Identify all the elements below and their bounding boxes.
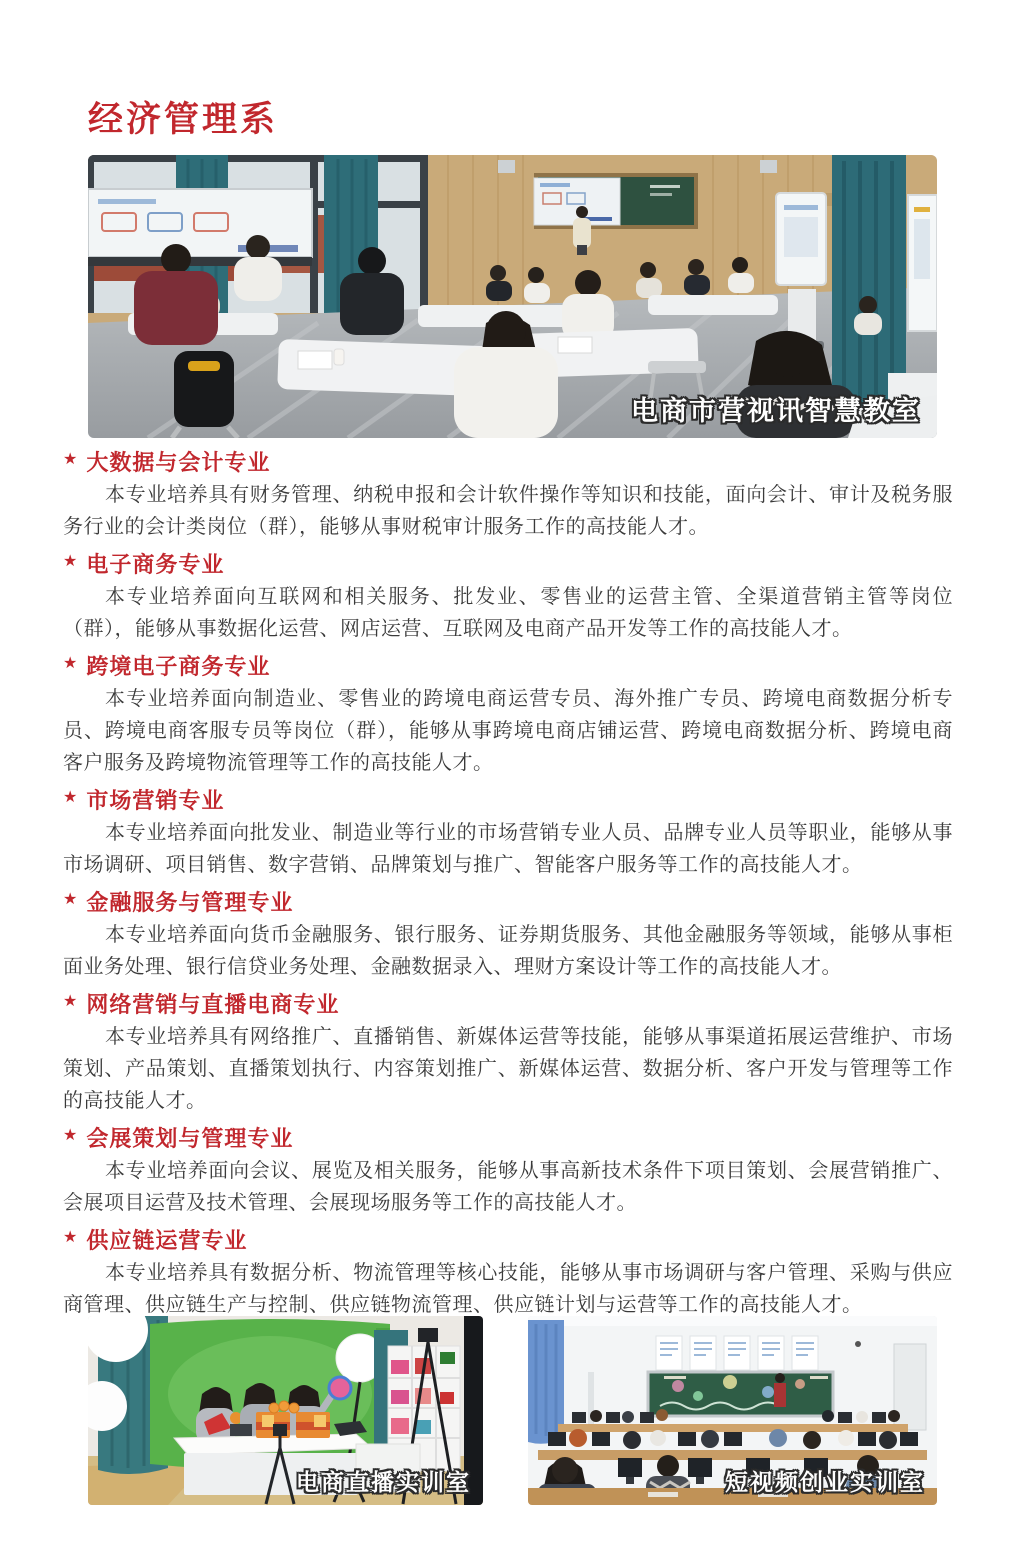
major-section xyxy=(63,786,953,881)
major-section xyxy=(63,652,953,779)
lab-chalkboard xyxy=(648,1372,833,1416)
major-title: 跨境电子商务专业 xyxy=(86,653,271,679)
major-title-row xyxy=(63,448,953,474)
major-title: 金融服务与管理专业 xyxy=(86,889,294,915)
major-description: 本专业培养面向制造业、零售业的跨境电商运营专员、海外推广专员、跨境电商数据分析专员、跨境电商客服专员等岗位（群），能够从事跨境电商店铺运营、跨境电商数据分析、跨境电商客户服务及跨境物流管理等工作的高技能人才。 xyxy=(63,688,953,774)
photo-caption: 电商市营视讯智慧教室 xyxy=(631,396,921,426)
major-title-row xyxy=(63,990,953,1016)
major-description: 本专业培养面向互联网和相关服务、批发业、零售业的运营主管、全渠道营销主管等岗位（群），能够从事数据化运营、网店运营、互联网及电商产品开发等工作的高技能人才。 xyxy=(63,586,953,640)
star-icon: ★ xyxy=(63,655,78,672)
star-icon: ★ xyxy=(63,891,78,908)
major-title: 市场营销专业 xyxy=(86,787,225,813)
page-title: 经济管理系 xyxy=(88,100,279,139)
major-section xyxy=(63,448,953,543)
major-section xyxy=(63,1226,953,1321)
major-title: 网络营销与直播电商专业 xyxy=(86,991,340,1017)
major-description: 本专业培养面向会议、展览及相关服务，能够从事高新技术条件下项目策划、会展营销推广、会展项目运营及技术管理、会展现场服务等工作的高技能人才。 xyxy=(63,1160,953,1214)
photo-caption: 短视频创业实训室 xyxy=(725,1469,925,1495)
star-icon: ★ xyxy=(63,553,78,570)
livestream-studio-photo xyxy=(88,1316,483,1505)
major-title-row xyxy=(63,786,953,812)
star-icon: ★ xyxy=(63,993,78,1010)
major-section xyxy=(63,888,953,983)
photo-caption: 电商直播实训室 xyxy=(296,1469,471,1495)
major-title-row xyxy=(63,652,953,678)
star-icon: ★ xyxy=(63,1127,78,1144)
star-icon: ★ xyxy=(63,1229,78,1246)
major-title-row xyxy=(63,550,953,576)
major-title-row xyxy=(63,888,953,914)
major-section xyxy=(63,1124,953,1219)
major-title: 大数据与会计专业 xyxy=(86,449,271,475)
major-title: 会展策划与管理专业 xyxy=(86,1125,294,1151)
major-description: 本专业培养具有网络推广、直播销售、新媒体运营等技能，能够从事渠道拓展运营维护、市场策划、产品策划、直播策划执行、内容策划推广、新媒体运营、数据分析、客户开发与管理等工作的高技能人才。 xyxy=(63,1026,953,1112)
major-section xyxy=(63,550,953,645)
majors-list xyxy=(63,448,953,1328)
major-description: 本专业培养具有数据分析、物流管理等核心技能，能够从事市场调研与客户管理、采购与供应商管理、供应链生产与控制、供应链物流管理、供应链计划与运营等工作的高技能人才。 xyxy=(63,1262,953,1316)
star-icon: ★ xyxy=(63,451,78,468)
major-description: 本专业培养面向货币金融服务、银行服务、证券期货服务、其他金融服务等领域，能够从事柜面业务处理、银行信贷业务处理、金融数据录入、理财方案设计等工作的高技能人才。 xyxy=(63,924,953,978)
major-title-row xyxy=(63,1226,953,1252)
major-section xyxy=(63,990,953,1117)
major-title: 电子商务专业 xyxy=(86,551,225,577)
chalkboard xyxy=(534,173,698,229)
star-icon: ★ xyxy=(63,789,78,806)
video-lab-photo xyxy=(528,1316,937,1505)
smart-classroom-photo xyxy=(88,155,937,438)
left-display-screen xyxy=(88,189,312,266)
poster-row xyxy=(656,1336,818,1370)
major-title-row xyxy=(63,1124,953,1150)
major-description: 本专业培养面向批发业、制造业等行业的市场营销专业人员、品牌专业人员等职业，能够从事市场调研、项目销售、数字营销、品牌策划与推广、智能客户服务等工作的高技能人才。 xyxy=(63,822,953,876)
major-title: 供应链运营专业 xyxy=(86,1227,248,1253)
major-description: 本专业培养具有财务管理、纳税申报和会计软件操作等知识和技能，面向会计、审计及税务服务行业的会计类岗位（群），能够从事财税审计服务工作的高技能人才。 xyxy=(63,484,953,538)
